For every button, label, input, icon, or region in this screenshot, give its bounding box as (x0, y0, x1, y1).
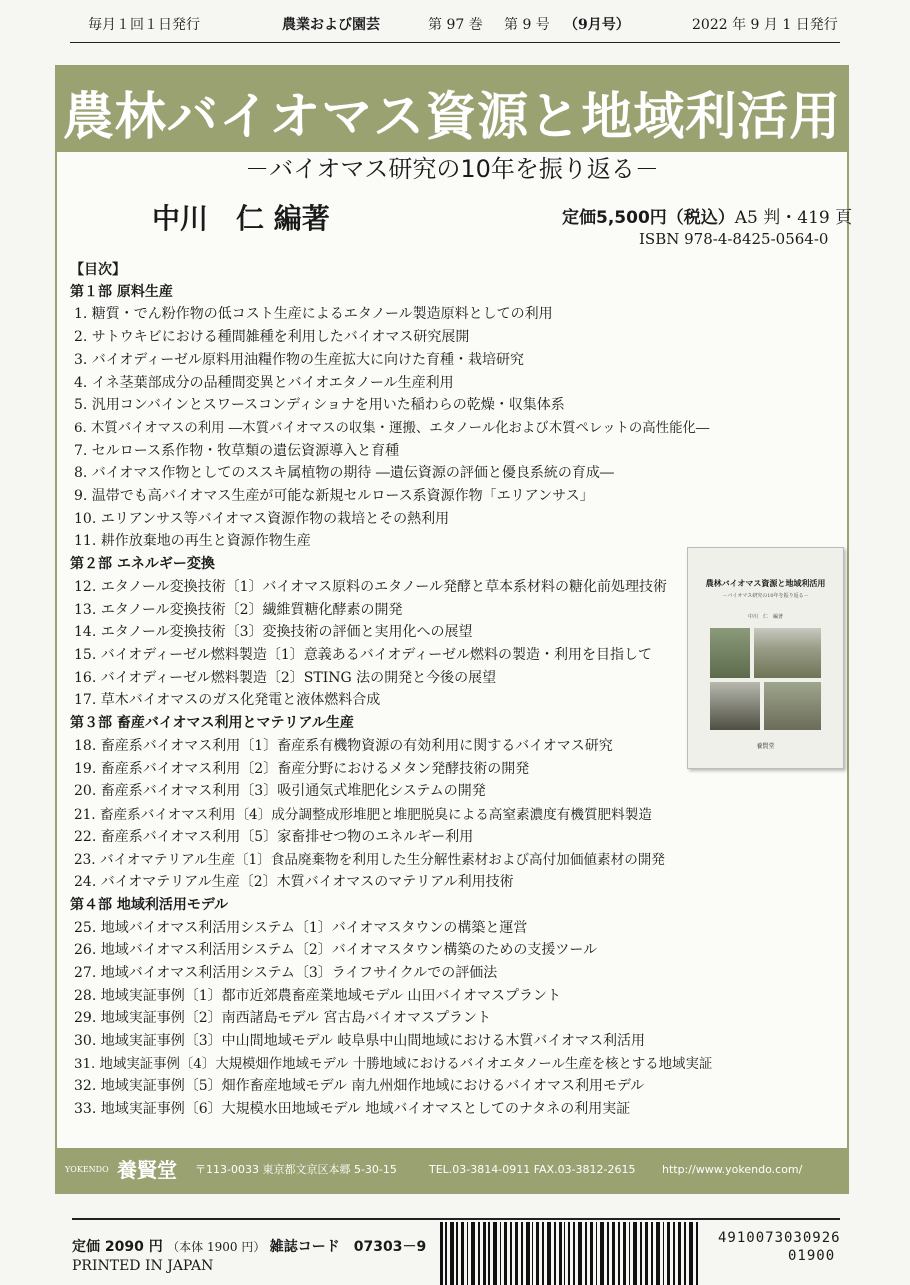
toc-item: 14. エタノール変換技術〔3〕変換技術の評価と実用化への展望 (74, 624, 473, 640)
cover-publisher: 養賢堂 (756, 743, 775, 750)
barcode-addon-number: 01900 (788, 1248, 836, 1264)
issue-number: 第 9 号 (504, 17, 550, 33)
title-bar (57, 67, 847, 152)
cover-title: 農林バイオマス資源と地域利活用 (705, 579, 826, 588)
part-title: 第４部 地域利活用モデル (70, 897, 229, 913)
toc-item: 27. 地域バイオマス利活用システム〔3〕ライフサイクルでの評価法 (74, 965, 498, 981)
barcode (440, 1222, 700, 1285)
part-title: 第１部 原料生産 (70, 284, 173, 300)
toc-item: 8. バイオマス作物としてのススキ属植物の期待 ―遺伝資源の評価と優良系統の育成― (74, 465, 614, 481)
book-cover-image (687, 547, 844, 769)
colophon-price-line (72, 1236, 426, 1256)
toc-label: 【目次】 (70, 262, 126, 278)
toc-item: 12. エタノール変換技術〔1〕バイオマス原料のエタノール発酵と草本系材料の糖化前処理技術 (74, 579, 667, 595)
barcode-number: 4910073030926 (718, 1230, 841, 1246)
toc-item: 11. 耕作放棄地の再生と資源作物生産 (74, 533, 311, 549)
toc-item: 24. バイオマテリアル生産〔2〕木質バイオマスのマテリアル利用技術 (74, 874, 514, 890)
printed-in-japan: PRINTED IN JAPAN (72, 1258, 214, 1274)
toc-item: 30. 地域実証事例〔3〕中山間地域モデル 岐阜県中山間地域における木質バイオマス利活用 (74, 1033, 645, 1049)
frequency: 毎月１回１日発行 (88, 17, 200, 33)
cover-photo (710, 628, 750, 678)
toc-item: 31. 地域実証事例〔4〕大規模畑作地域モデル 十勝地域におけるバイオエタノール生産を核とする地域実証 (74, 1057, 713, 1072)
toc-item: 26. 地域バイオマス利活用システム〔2〕バイオマスタウン構築のための支援ツール (74, 942, 598, 958)
toc-item: 13. エタノール変換技術〔2〕繊維質糖化酵素の開発 (74, 602, 403, 618)
cover-photo (764, 682, 821, 730)
book-editor: 中川 仁 編著 (152, 202, 330, 235)
toc-item: 21. 畜産系バイオマス利用〔4〕成分調整成形堆肥と堆肥脱臭による高窒素濃度有機質肥料製造 (74, 807, 652, 823)
volume: 第 97 巻 (428, 17, 483, 33)
publisher-name: 養賢堂 (117, 1158, 177, 1182)
toc-item: 28. 地域実証事例〔1〕都市近郊農畜産業地域モデル 山田バイオマスプラント (74, 988, 561, 1004)
cover-subtitle: －バイオマス研究の10年を振り返る－ (722, 593, 809, 599)
issue-header (70, 14, 840, 36)
issue-date: 2022 年 9 月 1 日発行 (692, 17, 838, 33)
toc-item: 17. 草木バイオマスのガス化発電と液体燃料合成 (74, 692, 381, 708)
magazine-code: 雑誌コード 07303－9 (269, 1239, 427, 1255)
publisher-address: 〒113-0033 東京都文京区本郷 5-30-15 (195, 1163, 397, 1176)
book-price-line (562, 203, 852, 228)
cover-photo (710, 682, 760, 730)
toc-item: 15. バイオディーゼル燃料製造〔1〕意義あるバイオディーゼル燃料の製造・利用を目指して (74, 647, 652, 663)
toc-item: 29. 地域実証事例〔2〕南西諸島モデル 宮古島バイオマスプラント (74, 1010, 491, 1026)
toc-item: 6. 木質バイオマスの利用 ―木質バイオマスの収集・運搬、エタノール化および木質ペレットの高性能化― (74, 421, 710, 436)
book-price: 定価5,500円（税込） (562, 208, 735, 228)
book-subtitle: －バイオマス研究の10年を振り返る－ (245, 155, 659, 183)
publisher-url[interactable]: http://www.yokendo.com/ (662, 1163, 803, 1176)
toc-item: 4. イネ茎葉部成分の品種間変異とバイオエタノール生産利用 (74, 375, 454, 391)
toc-item: 16. バイオディーゼル燃料製造〔2〕STING 法の開発と今後の展望 (74, 670, 497, 686)
publisher-phone-fax: TEL.03-3814-0911 FAX.03-3812-2615 (429, 1163, 636, 1176)
toc-item: 5. 汎用コンバインとスワースコンディショナを用いた稲わらの乾燥・収集体系 (74, 397, 565, 413)
toc-item: 18. 畜産系バイオマス利用〔1〕畜産系有機物資源の有効利用に関するバイオマス研究 (74, 738, 613, 754)
magazine-price: 定価 2090 円 (72, 1239, 163, 1255)
toc-item: 9. 温帯でも高バイオマス生産が可能な新規セルロース系資源作物「エリアンサス」 (74, 488, 594, 504)
cover-photo (754, 628, 821, 678)
toc-item: 19. 畜産系バイオマス利用〔2〕畜産分野におけるメタン発酵技術の開発 (74, 761, 530, 777)
part-title: 第３部 畜産バイオマス利用とマテリアル生産 (70, 715, 354, 731)
toc-item: 1. 糖質・でん粉作物の低コスト生産によるエタノール製造原料としての利用 (74, 306, 553, 322)
toc-item: 2. サトウキビにおける種間雑種を利用したバイオマス研究展開 (74, 329, 470, 345)
toc-item: 33. 地域実証事例〔6〕大規模水田地域モデル 地域バイオマスとしてのナタネの利用実証 (74, 1101, 631, 1117)
publisher-logo-text: YOKENDO (65, 1165, 109, 1174)
book-format: A5 判・419 頁 (734, 208, 853, 228)
book-title: 農林バイオマス資源と地域利活用 (62, 87, 842, 147)
book-isbn: ISBN 978-4-8425-0564-0 (639, 230, 829, 248)
toc-item: 25. 地域バイオマス利活用システム〔1〕バイオマスタウンの構築と運営 (74, 920, 528, 936)
magazine-base-price: （本体 1900 円） (167, 1240, 266, 1254)
header-rule (70, 42, 840, 43)
toc-item: 32. 地域実証事例〔5〕畑作畜産地域モデル 南九州畑作地域におけるバイオマス利用モデル (74, 1078, 645, 1094)
toc-item: 22. 畜産系バイオマス利用〔5〕家畜排せつ物のエネルギー利用 (74, 829, 474, 845)
toc-item: 23. バイオマテリアル生産〔1〕食品廃棄物を利用した生分解性素材および高付加価値素材の開発 (74, 852, 665, 868)
toc-item: 10. エリアンサス等バイオマス資源作物の栽培とその熱利用 (74, 511, 450, 527)
publisher-footer (57, 1148, 847, 1192)
book-advertisement (55, 65, 853, 1194)
part-title: 第２部 エネルギー変換 (70, 556, 215, 572)
journal-name: 農業および園芸 (282, 17, 380, 33)
colophon-rule (72, 1218, 840, 1220)
toc-item: 7. セルロース系作物・牧草類の遺伝資源導入と育種 (74, 443, 400, 459)
toc-item: 20. 畜産系バイオマス利用〔3〕吸引通気式堆肥化システムの開発 (74, 783, 486, 799)
cover-editor: 中川 仁 編著 (747, 614, 783, 620)
toc-item: 3. バイオディーゼル原料用油糧作物の生産拡大に向けた育種・栽培研究 (74, 352, 524, 368)
issue-month: （9月号） (564, 17, 630, 33)
